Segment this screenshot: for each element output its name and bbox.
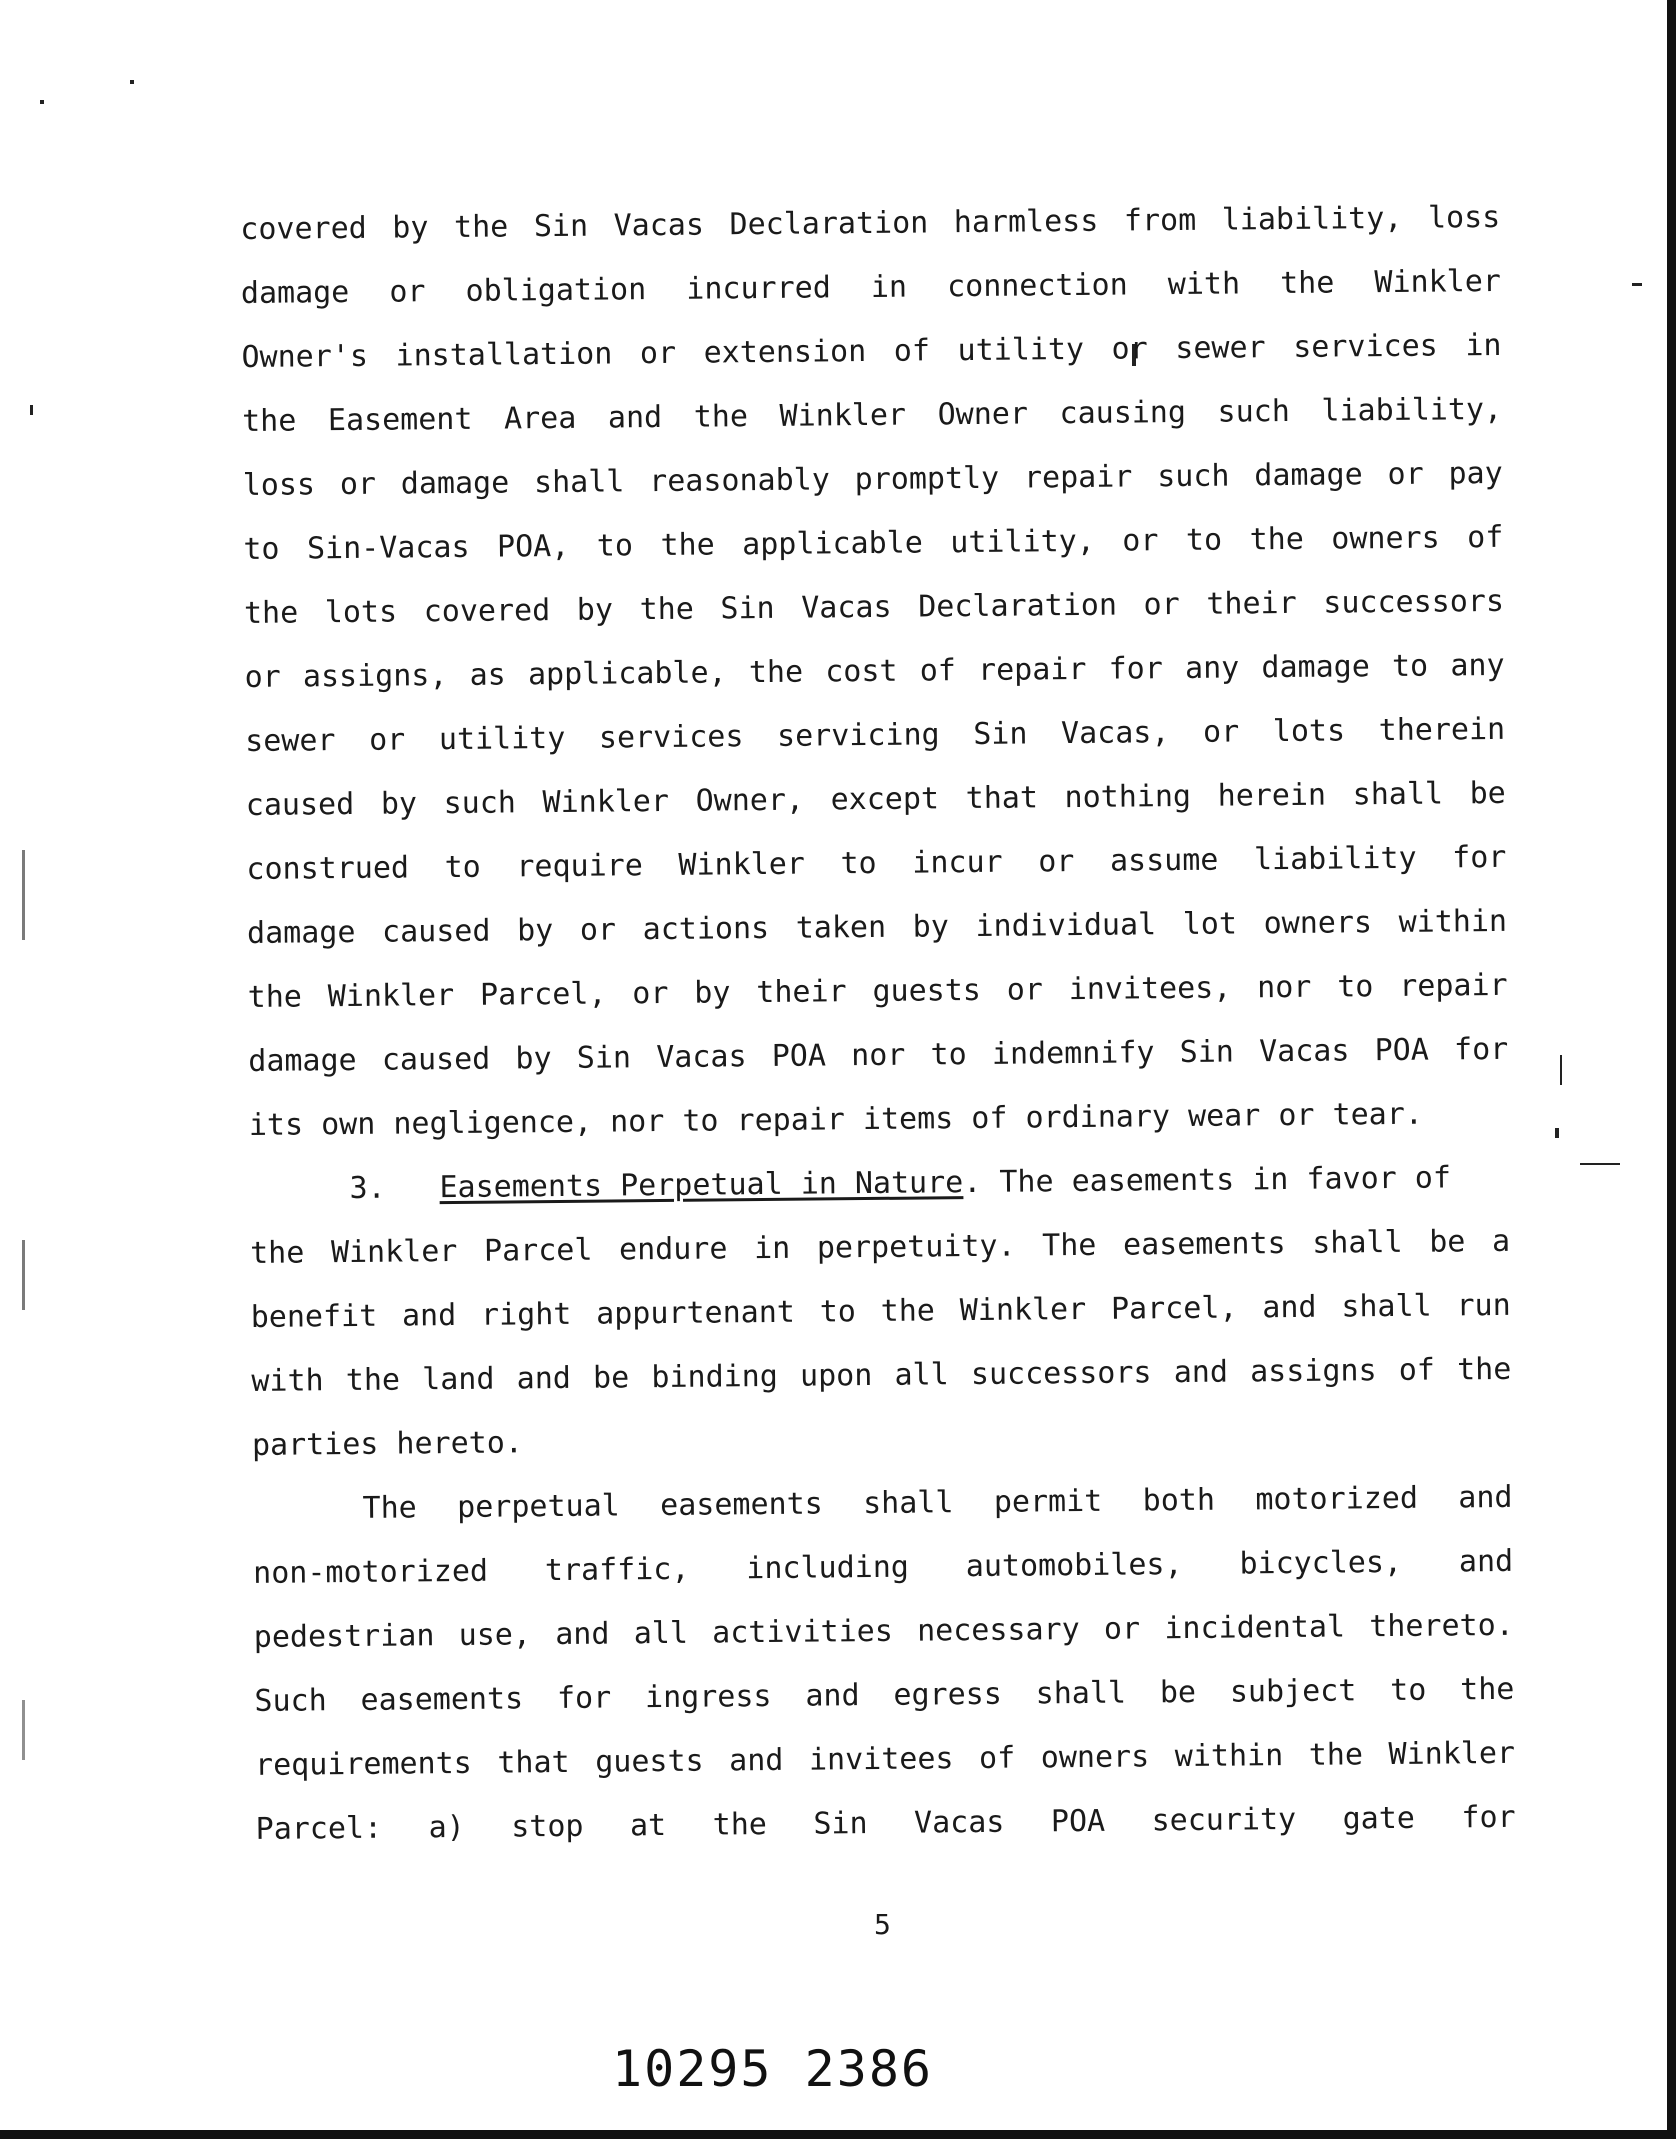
text-line: pedestrian use, and all activities necessary or incidental thereto. [253, 1607, 1514, 1655]
text-line: The perpetual easements shall permit both motorized and [362, 1479, 1513, 1526]
text-line: its own negligence, nor to repair items of ordinary wear or tear. [248, 1096, 1424, 1143]
scan-speck [1555, 1128, 1559, 1138]
page-number: 5 [874, 1908, 891, 1941]
scan-speck [1560, 1055, 1562, 1085]
text-line: Parcel: a) stop at the Sin Vacas POA security gate for [255, 1799, 1516, 1847]
text-line: Owner's installation or extension of utility or sewer services in [241, 327, 1502, 375]
paragraph-indemnity [240, 186, 1509, 1158]
scan-speck [1580, 1163, 1620, 1165]
text-line: benefit and right appurtenant to the Winkler Parcel, and shall run [250, 1287, 1511, 1335]
scan-speck [22, 850, 25, 940]
text-line: the lots covered by the Sin Vacas Declaration or their successors [243, 583, 1505, 631]
text-line: damage caused by Sin Vacas POA nor to indemnify Sin Vacas POA for [248, 1031, 1509, 1079]
scan-speck [1632, 283, 1642, 286]
section-heading-rest: . The easements in favor of [963, 1160, 1452, 1201]
document-body [240, 186, 1516, 1862]
text-line: the Winkler Parcel endure in perpetuity. The easements shall be a [249, 1223, 1511, 1271]
text-line: with the land and be binding upon all successors and assigns of the [251, 1351, 1512, 1399]
paragraph-perpetual-easements [252, 1466, 1516, 1862]
text-line: covered by the Sin Vacas Declaration harmless from liability, loss [240, 199, 1501, 247]
scan-speck [22, 1700, 25, 1760]
text-line: sewer or utility services servicing Sin Vacas, or lots therein [245, 711, 1506, 759]
text-line: parties hereto. [251, 1425, 524, 1463]
text-line: to Sin-Vacas POA, to the applicable utility, or to the owners of [243, 519, 1504, 567]
text-line: non-motorized traffic, including automobiles, bicycles, and [253, 1543, 1514, 1591]
text-line: the Easement Area and the Winkler Owner causing such liability, [241, 391, 1503, 439]
document-number: 10295 2386 [612, 2040, 934, 2098]
scan-speck [130, 80, 134, 84]
text-line: the Winkler Parcel, or by their guests or invitees, nor to repair [247, 967, 1508, 1015]
text-line: damage caused by or actions taken by individual lot owners within [246, 903, 1508, 951]
text-line: damage or obligation incurred in connection with the Winkler [240, 263, 1502, 311]
text-line: construed to require Winkler to incur or assume liability for [246, 839, 1507, 887]
section-number: 3. [349, 1170, 386, 1206]
text-line: requirements that guests and invitees of owners within the Winkler [254, 1735, 1516, 1783]
section-heading-line [249, 1146, 1510, 1222]
text-line: loss or damage shall reasonably promptly repair such damage or pay [242, 455, 1503, 503]
text-line: Such easements for ingress and egress shall be subject to the [254, 1671, 1515, 1719]
section-3 [249, 1146, 1512, 1478]
text-line: caused by such Winkler Owner, except that nothing herein shall be [245, 775, 1506, 823]
scan-speck [22, 1240, 25, 1310]
scan-speck [30, 405, 33, 415]
section-title: Easements Perpetual in Nature [439, 1165, 964, 1206]
text-line: or assigns, as applicable, the cost of repair for any damage to any [244, 647, 1505, 695]
scan-speck [40, 100, 44, 104]
